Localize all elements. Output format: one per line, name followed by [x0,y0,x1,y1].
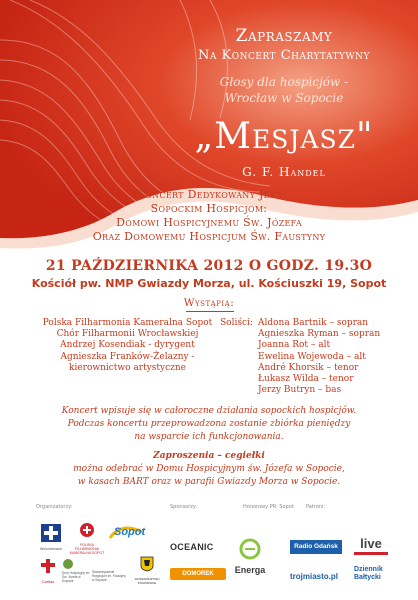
performer-line: Andrzej Kosendiak - dyrygent [60,340,195,351]
orchestra-icon [79,522,95,538]
invite-line-2: w kasach BART oraz w parafii Gwiazdy Morza w Sopocie. [77,477,341,487]
sopot-logo: Sopot [108,522,148,549]
note-line-3: na wsparcie ich funkcjonowania. [134,432,284,442]
performer-line: Agnieszka Franków-Żelazny - [60,351,195,362]
note-line-2: Podczas koncertu przeprowadzona zostanie zbiórka pieniędzy [67,419,351,429]
patrons-label: Patroni: [306,504,326,510]
voivodeship-logo: WOJEWÓDZTWO POMORSKIE [130,556,164,585]
invite-line-1: można odebrać w Domu Hospicyjnym św. Józefa w Sopocie, [73,464,345,474]
concert-date: 21 PAŹDZIERNIKA 2012 O GODZ. 19.3O [45,258,373,274]
live-logo: live [354,536,388,555]
dedication-line-4: Oraz Domowemu Hospicjum Św. Faustyny [92,230,326,243]
radio-gdansk-logo: Radio Gdańsk [290,540,342,554]
energa-logo: Energa [232,538,268,575]
concert-title: „Mesjasz" [194,116,374,157]
soloist-line: Łukasz Wilda – tenor [258,374,354,385]
soloist-line: Aldona Bartnik – sopran [258,318,369,328]
soloist-line: Joanna Rot – alt [258,340,331,351]
dedication-line-2: Sopockim Hospicjom: [150,202,268,215]
soloist-line: Jerzy Butryn – bas [258,385,342,396]
note-line-1: Koncert wpisuje się w całoroczne działania sopockich hospicjów. [61,406,357,416]
performers-list [40,318,215,374]
cross-icon [41,524,61,542]
performers-heading-underline [186,311,234,312]
energa-leaf-icon [239,538,261,560]
invite-heading: Zaproszenia – cegiełki [153,451,265,461]
concert-venue: Kościół pw. NMP Gwiazdy Morza, ul. Kościuszki 19, Sopot [31,277,387,290]
hospice-jozef-logo: Dom Hospicyjny im. Św. Józefa w Sopocie [62,558,92,583]
soloist-line: André Khorsik – tenor [258,362,359,373]
soloists-label: Soliści: [220,318,253,328]
soloist-line: Agnieszka Ryman – sopran [258,329,381,340]
header-subtitle-2: Wrocław w Sopocie [224,91,344,105]
dedication-line-1: Koncert Dedykowany Jest [136,188,282,201]
performer-line: kierownictwo artystyczne [69,362,186,373]
header-concert-type: Na Koncert Charytatywny [198,48,370,63]
sponsors-label: Sponsorzy: [170,504,198,510]
performers-heading: Wystąpią: [183,297,235,309]
dziennik-baltycki-logo: Dziennik Bałtycki [354,566,383,581]
media-label: Honorowy PR: Sopot [243,504,294,510]
domorek-logo: DOMOREK [170,568,226,580]
organizers-label: Organizatorzy: [36,504,73,510]
performer-line: Chór Filharmonii Wrocławskiej [56,329,199,340]
caritas-cross-icon [40,558,56,574]
partner-labels [0,504,418,514]
caritas-logo: Caritas [34,558,62,584]
performer-line: Polska Filharmonia Kameralna Sopot [42,318,213,328]
dedication-line-3: Domowi Hospicyjnemu Św. Józefa [116,216,302,229]
hospice-icon [62,558,74,570]
hospice-faustyna-logo: Stowarzyszenie Hospicjum im. Faustyny w Sopocie [92,570,126,582]
soloist-line: Ewelina Wojewoda – alt [258,351,366,362]
header-invite: Zapraszamy [235,26,333,46]
header-subtitle-1: Głosy dla hospicjów - [219,75,349,89]
pfk-logo: POLSKA FILHARMONIA KAMERALNA SOPOT [68,522,106,555]
oceanic-logo: OCEANIC [170,542,214,552]
griffin-shield-icon [140,556,154,572]
ngo-logo: Wolontariusze [40,524,62,551]
composer-name: G. F. Handel [242,165,326,179]
trojmiasto-logo: trojmiasto.pl [290,572,339,581]
